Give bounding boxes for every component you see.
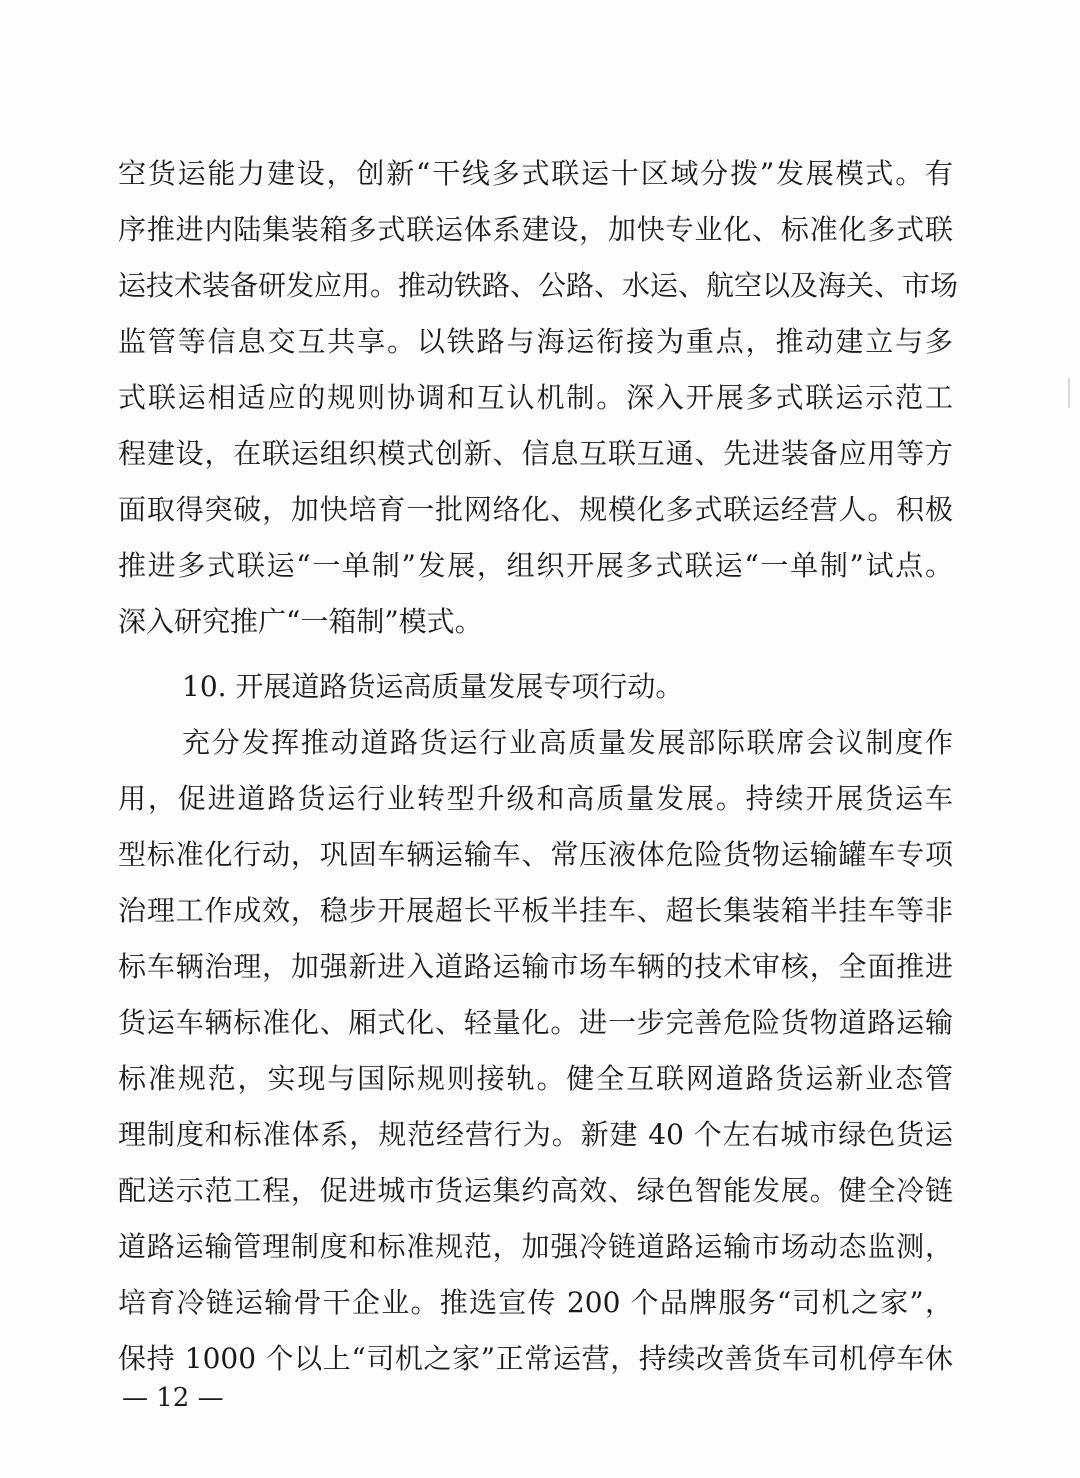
- text-line: 培育冷链运输骨干企业。推选宣传 200 个品牌服务“司机之家”，: [118, 1286, 953, 1319]
- text-line: 型标准化行动，巩固车辆运输车、常压液体危险货物运输罐车专项: [118, 838, 953, 871]
- section-heading: 10. 开展道路货运高质量发展专项行动。: [182, 670, 684, 703]
- text-line: 推进多式联运“一单制”发展，组织开展多式联运“一单制”试点。: [118, 549, 953, 582]
- text-line: 监管等信息交互共享。以铁路与海运衔接为重点，推动建立与多: [118, 325, 953, 358]
- text-line: 道路运输管理制度和标准规范，加强冷链道路运输市场动态监测，: [118, 1230, 953, 1263]
- text-line: 标车辆治理，加强新进入道路运输市场车辆的技术审核，全面推进: [118, 950, 953, 983]
- text-line: 标准规范，实现与国际规则接轨。健全互联网道路货运新业态管: [118, 1062, 953, 1095]
- text-line: 充分发挥推动道路货运行业高质量发展部际联席会议制度作: [182, 726, 953, 759]
- text-line: 空货运能力建设，创新“干线多式联运十区域分拨”发展模式。有: [118, 157, 953, 190]
- text-line: 配送示范工程，促进城市货运集约高效、绿色智能发展。健全冷链: [118, 1174, 953, 1207]
- text-line: 序推进内陆集装箱多式联运体系建设，加快专业化、标准化多式联: [118, 213, 953, 246]
- page-number: — 12 —: [122, 1383, 224, 1413]
- text-line: 理制度和标准体系，规范经营行为。新建 40 个左右城市绿色货运: [118, 1118, 953, 1151]
- text-line: 运技术装备研发应用。推动铁路、公路、水运、航空以及海关、市场: [118, 269, 959, 302]
- paragraph-multimodal-transport: [118, 146, 959, 650]
- document-body: [118, 146, 959, 1387]
- text-line: 治理工作成效，稳步开展超长平板半挂车、超长集装箱半挂车等非: [118, 894, 953, 927]
- text-line: 用，促进道路货运行业转型升级和高质量发展。持续开展货运车: [118, 782, 953, 815]
- text-line: 货运车辆标准化、厢式化、轻量化。进一步完善危险货物道路运输: [118, 1006, 953, 1039]
- text-line: 程建设，在联运组织模式创新、信息互联互通、先进装备应用等方: [118, 437, 953, 470]
- text-line: 式联运相适应的规则协调和互认机制。深入开展多式联运示范工: [118, 381, 953, 414]
- scan-edge-mark: [1068, 378, 1070, 408]
- text-line: 面取得突破，加快培育一批网络化、规模化多式联运经营人。积极: [118, 493, 953, 526]
- text-line: 保持 1000 个以上“司机之家”正常运营，持续改善货车司机停车休: [118, 1342, 953, 1375]
- text-line: 深入研究推广“一箱制”模式。: [118, 605, 483, 638]
- paragraph-road-freight: [118, 715, 953, 1387]
